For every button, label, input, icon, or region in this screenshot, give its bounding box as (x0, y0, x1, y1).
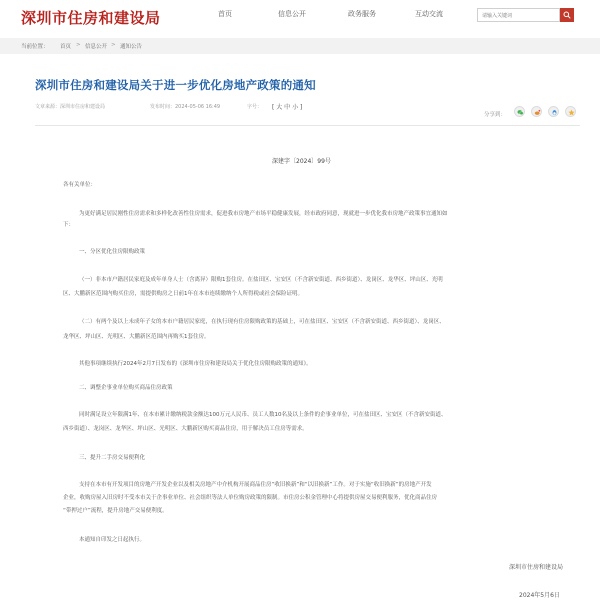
weibo-icon (534, 109, 541, 116)
paragraph-1-2: （二）有两个及以上未成年子女的本市户籍居民家庭，在执行现有住房限购政策的基础上，可在盐田区、宝安区（不含新安街道、西乡街道）、龙岗区、 (79, 319, 445, 325)
site-logo[interactable]: 深圳市住房和建设局 (21, 9, 161, 27)
nav-interaction[interactable]: 互动交流 (415, 10, 443, 18)
paragraph-2-1: 同时满足设立年限满1年、在本市累计缴纳税款金额达100万元人民币、员工人数10名及以上条件的企事业单位，可在盐田区、宝安区（不含新安街道、 (79, 412, 447, 418)
section-heading-3: 三、提升二手房交易便利化 (79, 455, 146, 461)
search-icon (563, 11, 571, 19)
search-button[interactable] (560, 8, 574, 22)
section-heading-2: 二、调整企事业单位购买商品住房政策 (79, 385, 173, 391)
breadcrumb-notices[interactable]: 通知公告 (120, 44, 143, 50)
section-heading-1: 一、分区优化住房限购政策 (79, 249, 146, 255)
paragraph-intro-cont: 下： (63, 222, 75, 228)
breadcrumb-separator: > (76, 42, 81, 48)
qzone-icon (568, 109, 575, 116)
paragraph-3-1-cont2: “带押过户”流程，提升房地产交易便利度。 (63, 508, 168, 514)
share-weibo-button[interactable] (531, 106, 542, 117)
article-time: 发布时间：2024-05-06 16:49 (150, 104, 221, 110)
breadcrumb-info-disclosure[interactable]: 信息公开 (85, 44, 108, 50)
paragraph-1-3: 其他事项继续执行2024年2月7日发布的《深圳市住房和建设局关于优化住房限购政策的通知》。 (79, 361, 312, 367)
search-box (477, 8, 560, 22)
share-qq-button[interactable] (548, 106, 559, 117)
article-source: 文章来源：深圳市住房和建设局 (35, 104, 106, 110)
share-qzone-button[interactable] (565, 106, 576, 117)
search-input[interactable] (482, 11, 542, 20)
nav-info-disclosure[interactable]: 信息公开 (278, 10, 306, 18)
share-label: 分享到： (484, 112, 507, 118)
signature-date: 2024年5月6日 (519, 592, 560, 599)
wechat-icon (517, 109, 524, 116)
font-size-switcher[interactable]: [ 大 中 小 ] (272, 104, 303, 111)
breadcrumb-label: 当前位置： (21, 44, 49, 50)
share-wechat-button[interactable] (514, 106, 525, 117)
breadcrumb-separator: > (111, 42, 116, 48)
site-header (0, 0, 600, 31)
qq-icon (551, 109, 558, 116)
salutation: 各有关单位： (63, 182, 97, 188)
signature-organization: 深圳市住房和建设局 (509, 564, 564, 571)
nav-home[interactable]: 首页 (218, 10, 232, 18)
paragraph-1-1-cont: 区、大鹏新区范围内购买住房，需提供购房之日前1年在本市连续缴纳个人所得税或社会保险证明。 (63, 291, 304, 297)
paragraph-1-1: （一）非本市户籍居民家庭及成年单身人士（含离异）限购1套住房。在盐田区、宝安区（不含新安街道、西乡街道）、龙岗区、龙华区、坪山区、光明 (79, 277, 443, 283)
nav-government-service[interactable]: 政务服务 (348, 10, 376, 18)
breadcrumb (0, 38, 600, 54)
paragraph-3-1: 支持在本市有开发项目的房地产开发企业以及相关房地产中介机构开展商品住房“收旧换新”和“以旧换新”工作。对于实施“收旧换新”的房地产开发 (79, 482, 432, 488)
title-divider (35, 125, 580, 126)
paragraph-effective: 本通知自印发之日起执行。 (79, 537, 146, 543)
document-number: 深建字〔2024〕99号 (272, 158, 331, 165)
paragraph-3-1-cont: 企业，收购房屋入旧房时不受本市关于企事业单位、社会组织等法人单位购房政策的限制。市住房公积金管理中心将提供房屋交易便利服务，优化商品住房 (63, 495, 438, 501)
paragraph-intro: 为更好满足居民刚性住房需求和多样化改善性住房需求，促进我市房地产市场平稳健康发展，经市政府同意，现就进一步优化我市房地产政策事宜通知如 (79, 211, 448, 217)
breadcrumb-home[interactable]: 首页 (60, 44, 72, 50)
paragraph-1-2-cont: 龙华区、坪山区、光明区、大鹏新区范围内再购买1套住房。 (63, 334, 210, 340)
font-size-label: 字号： (247, 104, 263, 110)
article-title: 深圳市住房和建设局关于进一步优化房地产政策的通知 (35, 78, 316, 92)
paragraph-2-1-cont: 西乡街道）、龙岗区、龙华区、坪山区、光明区、大鹏新区购买商品住房，用于解决员工住房等需求。 (63, 426, 308, 432)
